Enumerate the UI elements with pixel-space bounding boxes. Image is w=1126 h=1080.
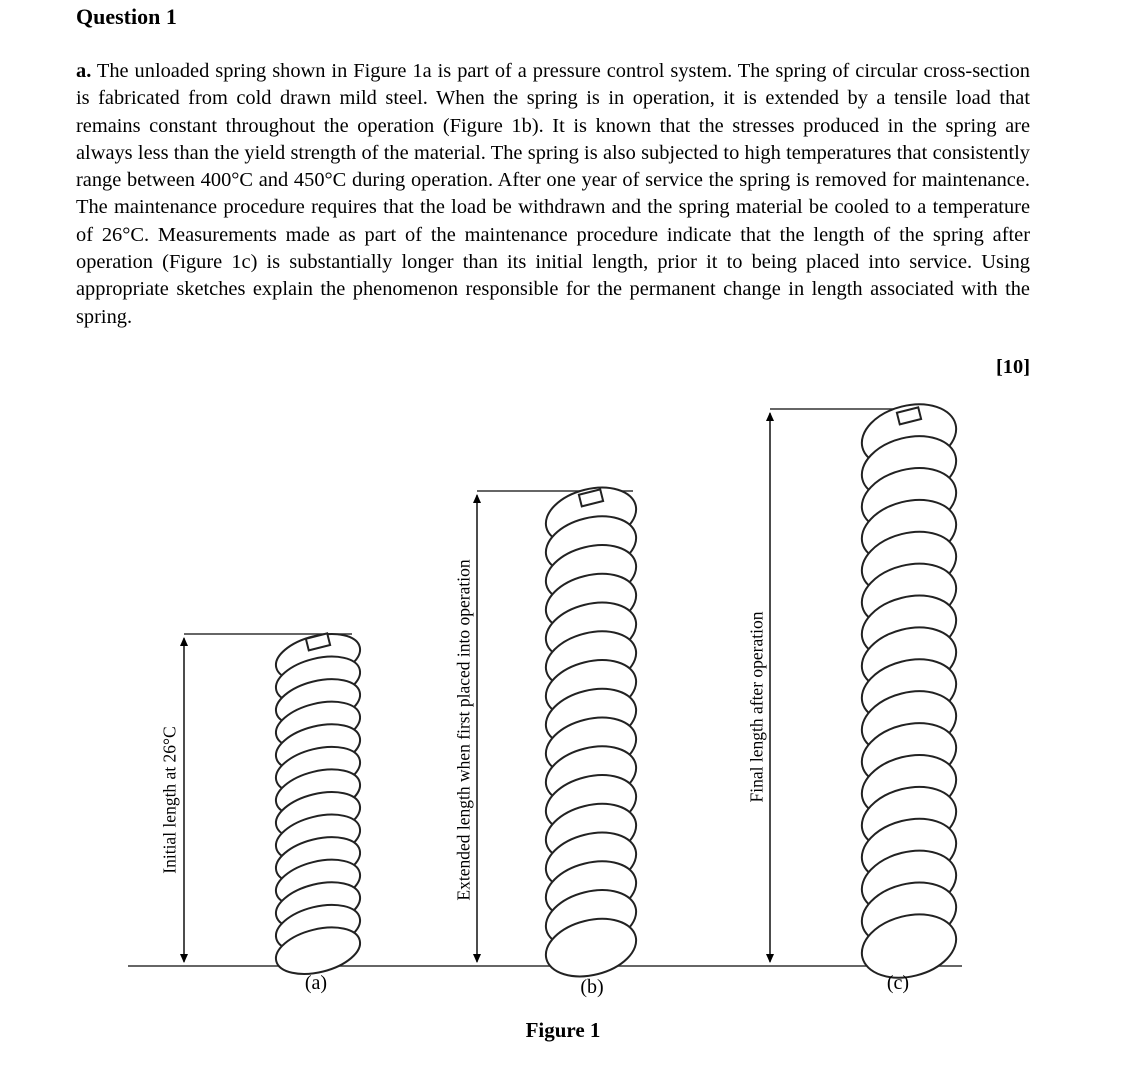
- marks-value: [10]: [996, 356, 1030, 378]
- question-title: Question 1: [76, 4, 177, 29]
- spring-b: [540, 479, 642, 986]
- spring-a: [271, 626, 365, 982]
- panel-label-a: (a): [304, 972, 328, 994]
- dimension-label-b: Extended length when first placed into operation: [453, 559, 474, 901]
- figure-caption: Figure 1: [525, 1018, 601, 1042]
- dimension-label-c: Final length after operation: [746, 611, 767, 803]
- panel-label-b: (b): [580, 976, 604, 998]
- part-label: a.: [76, 60, 92, 82]
- spring-c: [855, 395, 963, 987]
- dimension-label-a: Initial length at 26°C: [159, 726, 180, 874]
- panel-label-c: (c): [886, 972, 910, 994]
- question-text: The unloaded spring shown in Figure 1a is part of a pressure control system. The spring of circular cross-section is fabricated from cold drawn mild steel. When the spring is in operation, it is extended by a tensile load that remains constant throughout the operation (Figure 1b). It is known that the stresses produced in the spring are always less than the yield strength of the material. The spring is also subjected to high temperatures that consistently range between 400°C and 450°C during operation. After one year of service the spring is removed for maintenance. The maintenance procedure requires that the load be withdrawn and the spring material be cooled to a temperature of 26°C. Measurements made as part of the maintenance procedure indicate that the length of the spring after operation (Figure 1c) is substantially longer than its initial length, prior it to being placed into service. Using appropriate sketches explain the phenomenon responsible for the permanent change in length associated with the spring.: [76, 60, 1030, 328]
